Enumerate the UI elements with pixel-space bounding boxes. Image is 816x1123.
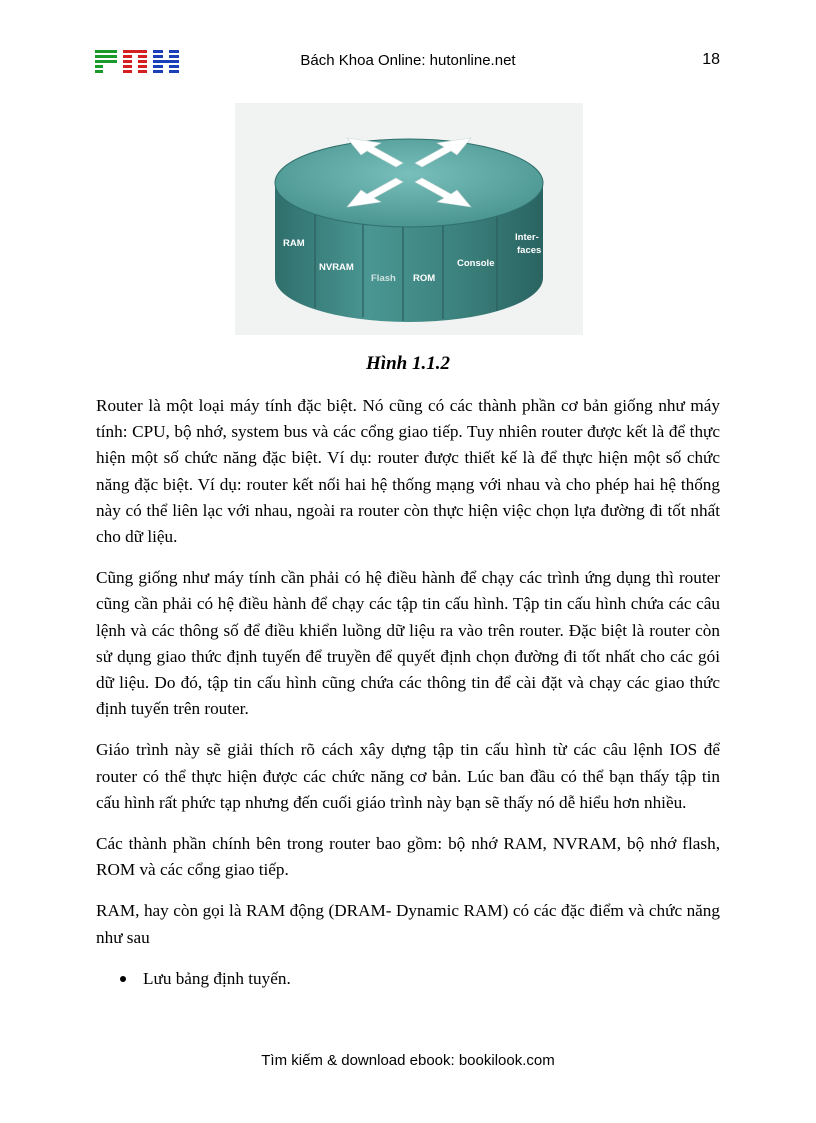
site-title: Bách Khoa Online: hutonline.net bbox=[300, 52, 516, 69]
label-flash: Flash bbox=[371, 273, 396, 284]
router-figure bbox=[235, 103, 583, 335]
paragraph: Router là một loại máy tính đặc biệt. Nó cũng có các thành phần cơ bản giống như máy tính: CPU, bộ nhớ, system bus và các cổng giao tiếp. Tuy nhiên router được kết là để thực hiện một số chức năng đặc biệt. Ví dụ: router được thiết kế là để thực hiện một số chức năng đặc biệt. Ví dụ: router kết nối hai hệ thống mạng với nhau và cho phép hai hệ thống này có thể liên lạc với nhau, ngoài ra router còn thực hiện việc chọn lựa đường đi tốt nhất cho dữ liệu. bbox=[96, 396, 720, 547]
paragraph: Cũng giống như máy tính cần phải có hệ điều hành để chạy các trình ứng dụng thì router cũng cần phải có hệ điều hành để chạy các tập tin cấu hình. Tập tin cấu hình chứa các câu lệnh và các thông số để điều khiển luồng dữ liệu ra vào trên router. Đặc biệt là router còn sử dụng giao thức định tuyến để truyền để quyết định chọn đường đi tốt nhất cho các gói dữ liệu. Do đó, tập tin cấu hình cũng chứa các thông tin để cài đặt và chạy các giao thức định tuyến trên router. bbox=[96, 568, 720, 719]
label-interfaces-2: faces bbox=[517, 245, 542, 256]
paragraph: RAM, hay còn gọi là RAM động (DRAM- Dynamic RAM) có các đặc điểm và chức năng như sau bbox=[96, 901, 720, 947]
page-footer: Tìm kiếm & download ebook: bookilook.com bbox=[261, 1052, 555, 1069]
list-item bbox=[96, 966, 720, 992]
bullet-icon bbox=[120, 976, 126, 982]
list-item-text: Lưu bảng định tuyến. bbox=[143, 968, 291, 988]
paragraph: Giáo trình này sẽ giải thích rõ cách xây dựng tập tin cấu hình từ các câu lệnh IOS để router có thể thực hiện được các chức năng cơ bản. Lúc ban đầu có thể bạn thấy tập tin cấu hình rất phức tạp nhưng đến cuối giáo trình này bạn sẽ thấy nó dễ hiểu hơn nhiều. bbox=[96, 740, 720, 812]
paragraph: Các thành phần chính bên trong router bao gồm: bộ nhớ RAM, NVRAM, bộ nhớ flash, ROM và các cổng giao tiếp. bbox=[96, 834, 720, 880]
label-rom: ROM bbox=[413, 273, 436, 284]
router-top bbox=[275, 139, 543, 227]
label-ram: RAM bbox=[283, 238, 305, 249]
figure-caption: Hình 1.1.2 bbox=[366, 353, 450, 374]
page-number: 18 bbox=[702, 51, 720, 68]
label-interfaces-1: Inter- bbox=[515, 232, 539, 243]
label-console: Console bbox=[457, 258, 495, 269]
body-text bbox=[96, 393, 720, 992]
page-header bbox=[0, 0, 816, 90]
bullet-list bbox=[96, 966, 720, 992]
label-nvram: NVRAM bbox=[319, 262, 354, 273]
